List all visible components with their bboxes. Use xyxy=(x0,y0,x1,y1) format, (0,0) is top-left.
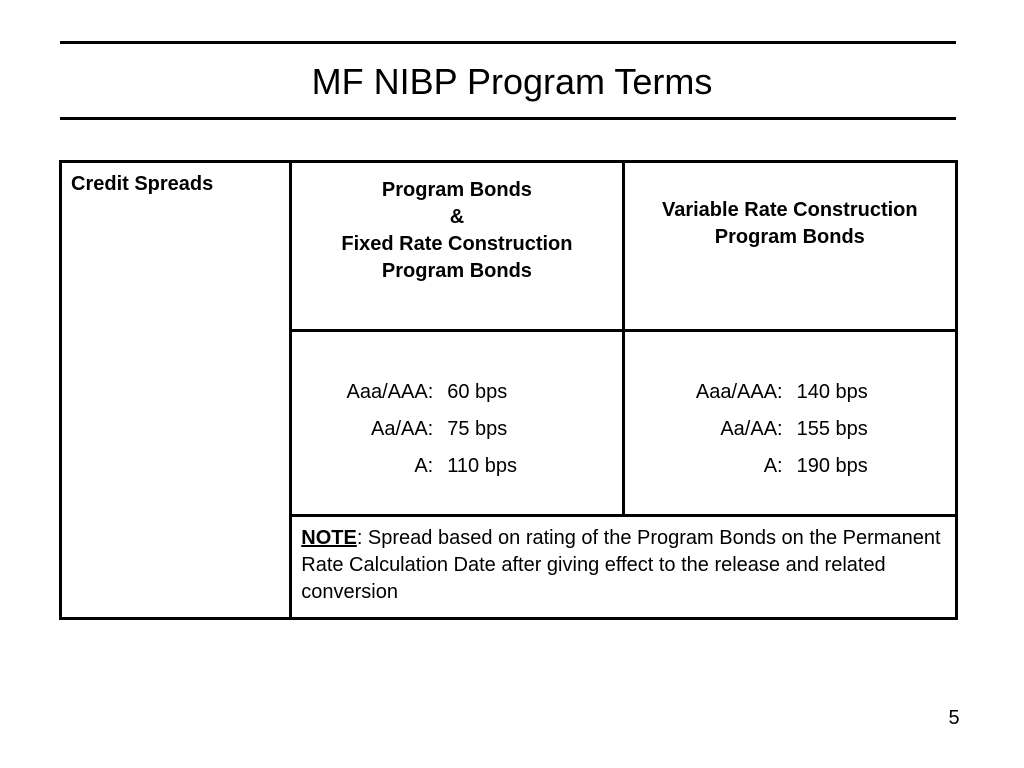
column-b-header-line: Variable Rate Construction xyxy=(661,199,918,221)
slide-title: MF NIBP Program Terms xyxy=(311,61,713,102)
program-bonds-header-cell xyxy=(291,162,623,331)
column-a-header-line: Program Bonds xyxy=(381,179,532,201)
rate-row xyxy=(625,411,955,448)
rate-row xyxy=(292,448,621,485)
spread-value: 60 bps xyxy=(447,381,508,403)
table-header-row xyxy=(61,162,957,331)
credit-spreads-label-cell xyxy=(61,162,291,619)
spread-value: 155 bps xyxy=(796,418,868,440)
rating-label: Aaa/AAA: xyxy=(695,381,783,403)
variable-rate-rate-list xyxy=(625,374,955,485)
variable-rate-rates-cell xyxy=(623,331,956,516)
title-bottom-rule xyxy=(60,117,956,120)
spread-value: 190 bps xyxy=(796,455,868,477)
note-label: NOTE xyxy=(301,527,357,549)
note-text: : Spread based on rating of the Program Bonds on the Permanent Rate Calculation Date after giving effect to the release and related conversion xyxy=(301,527,941,603)
spread-value: 110 bps xyxy=(447,455,517,477)
program-bonds-rates-cell xyxy=(291,331,623,516)
program-bonds-rate-list xyxy=(292,374,621,485)
rating-label: A: xyxy=(414,455,434,477)
rate-row xyxy=(292,411,621,448)
rate-row xyxy=(292,374,621,411)
program-terms-table xyxy=(59,160,958,620)
rate-row xyxy=(625,374,955,411)
rating-label: Aa/AA: xyxy=(720,418,783,440)
spread-value: 140 bps xyxy=(796,381,868,403)
rate-row xyxy=(625,448,955,485)
rating-label: Aa/AA: xyxy=(370,418,434,440)
column-a-header-line: Fixed Rate Construction xyxy=(341,233,573,255)
page-number: 5 xyxy=(948,707,960,729)
rating-label: A: xyxy=(763,455,783,477)
column-a-header-line: & xyxy=(449,206,465,228)
credit-spreads-label: Credit Spreads xyxy=(71,173,214,195)
title-top-rule xyxy=(60,41,956,44)
column-b-header-line: Program Bonds xyxy=(714,226,865,248)
variable-rate-header-cell xyxy=(623,162,956,331)
rating-label: Aaa/AAA: xyxy=(346,381,434,403)
column-a-header-line: Program Bonds xyxy=(381,260,532,282)
note-cell xyxy=(291,516,957,619)
spread-value: 75 bps xyxy=(447,418,508,440)
